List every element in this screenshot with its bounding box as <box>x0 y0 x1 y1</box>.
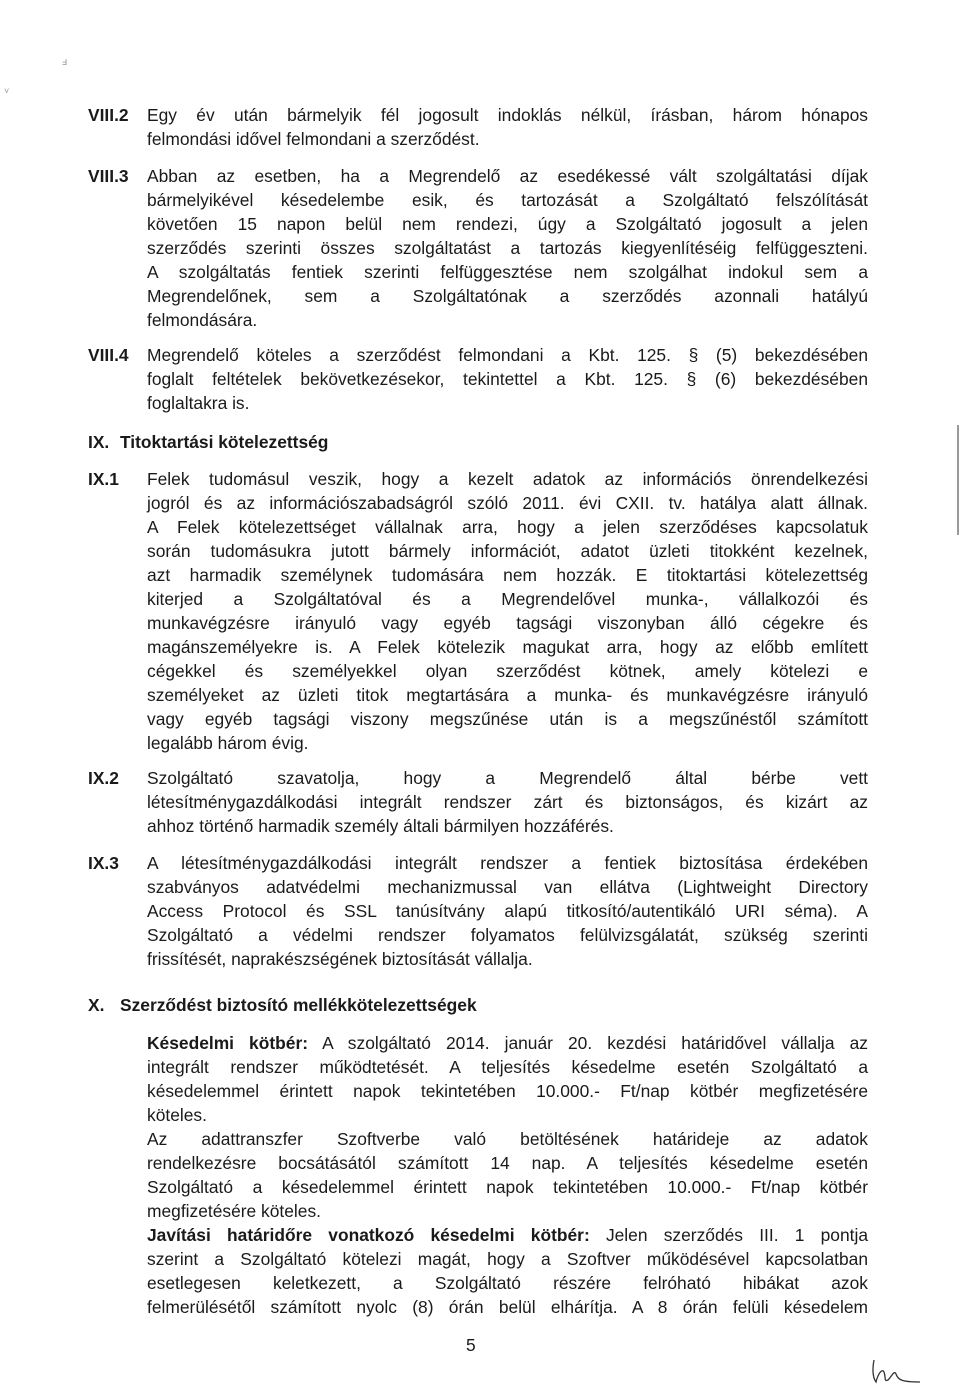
text-line <box>147 1031 868 1055</box>
text-line: Megrendelő köteles a szerződést felmondani a Kbt. 125. § (5) bekezdésében <box>147 345 868 365</box>
text-line: Megrendelőnek, sem a Szolgáltatónak a szerződés azonnali hatályú <box>147 286 868 306</box>
section-number: VIII.2 <box>88 105 129 125</box>
section-number: VIII.3 <box>88 166 129 186</box>
section-number: VIII.4 <box>88 345 129 365</box>
text-line: szerint a Szolgáltató kötelezi magát, hogy a Szoftver működésével kapcsolatban <box>147 1249 868 1269</box>
text-line: foglaltakra is. <box>147 393 250 413</box>
text-line: azt harmadik személynek tudomására nem hozzák. E titoktartási kötelezettség <box>147 565 868 585</box>
text-run: Jelen szerződés III. 1 pontja <box>589 1225 868 1245</box>
text-line: A létesítménygazdálkodási integrált rendszer a fentiek biztosítása érdekében <box>147 853 868 873</box>
text-line: Abban az esetben, ha a Megrendelő az esedékessé vált szolgáltatási díjak <box>147 166 868 186</box>
text-line: felmerülésétől számított nyolc (8) órán belül elhárítja. A 8 órán felüli késedelem <box>147 1297 868 1317</box>
section-number: IX.2 <box>88 768 119 788</box>
text-run: A szolgáltató 2014. január 20. kezdési határidővel vállalja az <box>308 1033 868 1053</box>
text-line: késedelemmel érintett napok tekintetében 10.000.- Ft/nap kötbér megfizetésére <box>147 1081 868 1101</box>
text-line <box>147 1223 868 1247</box>
text-line: felmondási idővel felmondani a szerződést. <box>147 129 480 149</box>
section-title: Titoktartási kötelezettség <box>120 432 329 452</box>
text-line: szerződés szerinti összes szolgáltatást a tartozás kiegyenlítéséig felfüggeszteni. <box>147 238 868 258</box>
text-line: vagy egyéb tagsági viszony megszűnése után is a megszűnéstől számított <box>147 709 868 729</box>
text-line: esetlegesen keletkezett, a Szolgáltató részére felróható hibákat azok <box>147 1273 868 1293</box>
text-line: magánszemélyekre is. A Felek kötelezik magukat arra, hogy az előbb említett <box>147 637 868 657</box>
text-line: Szolgáltató szavatolja, hogy a Megrendelő által bérbe vett <box>147 768 868 788</box>
text-line: követően 15 napon belül nem rendezi, úgy a Szolgáltató jogosult a jelen <box>147 214 868 234</box>
section-number: IX. <box>88 432 110 452</box>
section-title: Szerződést biztosító mellékkötelezettségek <box>120 995 477 1015</box>
text-line: Szolgáltató a védelmi rendszer folyamatos felülvizsgálatát, szükség szerinti <box>147 925 868 945</box>
text-line: kiterjed a Szolgáltatóval és a Megrendelővel munka-, vállalkozói és <box>147 589 868 609</box>
text-line: szabványos adatvédelmi mechanizmussal van ellátva (Lightweight Directory <box>147 877 868 897</box>
text-line: felmondására. <box>147 310 258 330</box>
text-line: A Felek kötelezettséget vállalnak arra, hogy a jelen szerződéses kapcsolatuk <box>147 517 868 537</box>
scan-mark: ⅎ <box>62 56 68 68</box>
initials-signature <box>868 1356 924 1386</box>
bold-term: Javítási határidőre vonatkozó késedelmi kötbér: <box>147 1225 590 1245</box>
text-line: megfizetésére köteles. <box>147 1201 321 1221</box>
text-line: Szolgáltató a késedelemmel érintett napok tekintetében 10.000.- Ft/nap kötbér <box>147 1177 868 1197</box>
scan-mark: ˅ <box>4 86 10 96</box>
section-number: IX.1 <box>88 469 119 489</box>
text-line: jogról és az információszabadságról szóló 2011. évi CXII. tv. hatálya alatt állnak. <box>147 493 868 513</box>
text-line: foglalt feltételek bekövetkezésekor, tekintettel a Kbt. 125. § (6) bekezdésében <box>147 369 868 389</box>
text-line: A szolgáltatás fentiek szerinti felfüggesztése nem szolgálhat indokul sem a <box>147 262 868 282</box>
text-line: köteles. <box>147 1105 207 1125</box>
text-line: ahhoz történő harmadik személy általi bármilyen hozzáférés. <box>147 816 614 836</box>
text-line: személyeket az üzleti titok megtartására a munka- és munkavégzésre irányuló <box>147 685 868 705</box>
text-line: létesítménygazdálkodási integrált rendszer zárt és biztonságos, és kizárt az <box>147 792 868 812</box>
text-line: Felek tudomásul veszik, hogy a kezelt adatok az információs önrendelkezési <box>147 469 868 489</box>
section-number: X. <box>88 995 105 1015</box>
text-line: Egy év után bármelyik fél jogosult indoklás nélkül, írásban, három hónapos <box>147 105 868 125</box>
text-line: cégekkel és személyekkel olyan szerződést kötnek, amely kötelezi e <box>147 661 868 681</box>
page-number: 5 <box>466 1335 476 1355</box>
margin-line <box>957 425 959 535</box>
text-line: Access Protocol és SSL tanúsítvány alapú titkosító/autentikáló URI séma). A <box>147 901 868 921</box>
text-line: rendelkezésre bocsátásától számított 14 nap. A teljesítés késedelme esetén <box>147 1153 868 1173</box>
bold-term: Késedelmi kötbér: <box>147 1033 308 1053</box>
text-line: Az adattranszfer Szoftverbe való betöltésének határideje az adatok <box>147 1129 868 1149</box>
text-line: során tudomásukra jutott bármely információt, adatot üzleti titokként kezelnek, <box>147 541 868 561</box>
text-line: frissítését, naprakészségének biztosítását vállalja. <box>147 949 533 969</box>
text-line: legalább három évig. <box>147 733 309 753</box>
text-line: bármelyikével késedelembe esik, és tartozását a Szolgáltató felszólítását <box>147 190 868 210</box>
section-number: IX.3 <box>88 853 119 873</box>
text-line: integrált rendszer működtetését. A teljesítés késedelme esetén Szolgáltató a <box>147 1057 868 1077</box>
text-line: munkavégzésre irányuló vagy egyéb tagsági viszonyban álló cégekre és <box>147 613 868 633</box>
